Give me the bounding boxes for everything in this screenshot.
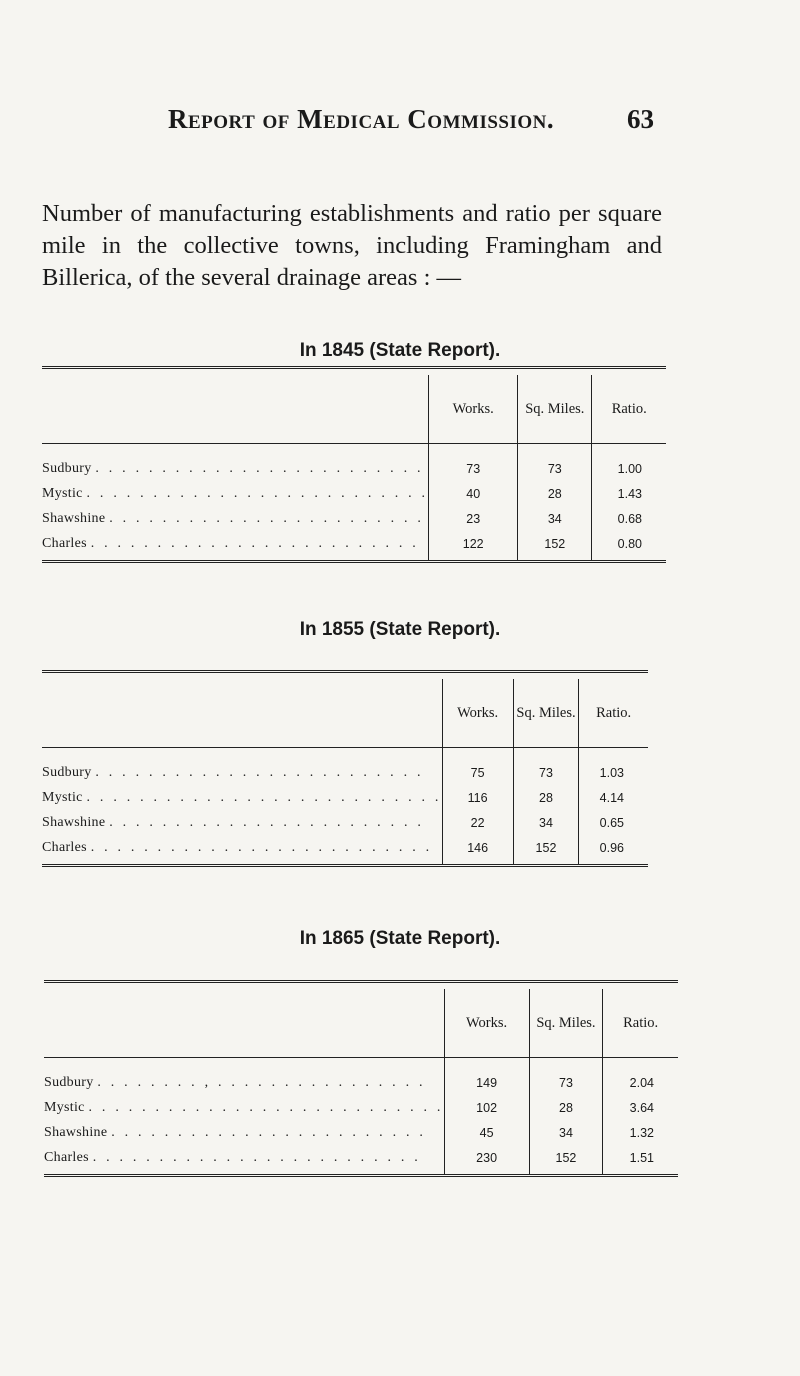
- ratio-value: 2.04: [603, 1070, 678, 1095]
- column-header-ratio: Ratio.: [579, 679, 648, 748]
- works-value: 23: [429, 506, 518, 531]
- works-value: 73: [429, 456, 518, 481]
- sq-miles-value: 152: [529, 1145, 603, 1170]
- column-header-blank: [44, 989, 444, 1058]
- table-row: Charles . . . . . . . . . . . . . . . . . . . . . . . . . 230 152 1.51: [44, 1145, 678, 1170]
- works-value: 22: [442, 810, 513, 835]
- works-value: 146: [442, 835, 513, 860]
- table-row: Shawshine . . . . . . . . . . . . . . . . . . . . . . . . 23 34 0.68: [42, 506, 666, 531]
- table-title-1865: In 1865 (State Report).: [299, 928, 501, 949]
- ratio-value: 0.68: [592, 506, 666, 531]
- table-row: Mystic . . . . . . . . . . . . . . . . . . . . . . . . . . . 102 28 3.64: [44, 1095, 678, 1120]
- table-row: Sudbury . . . . . . . . . . . . . . . . . . . . . . . . . 73 73 1.00: [42, 456, 666, 481]
- area-name: Shawshine: [42, 510, 106, 526]
- sq-miles-value: 28: [529, 1095, 603, 1120]
- ratio-value: 1.51: [603, 1145, 678, 1170]
- ratio-value: 0.80: [592, 531, 666, 556]
- column-header-sq-miles: Sq. Miles.: [518, 375, 592, 444]
- sq-miles-value: 34: [529, 1120, 603, 1145]
- sq-miles-value: 152: [518, 531, 592, 556]
- sq-miles-value: 34: [513, 810, 579, 835]
- sq-miles-value: 34: [518, 506, 592, 531]
- ratio-value: 0.96: [579, 835, 648, 860]
- works-value: 75: [442, 760, 513, 785]
- column-header-ratio: Ratio.: [592, 375, 666, 444]
- works-value: 122: [429, 531, 518, 556]
- area-name: Mystic: [42, 485, 83, 501]
- area-name: Shawshine: [44, 1124, 108, 1140]
- works-value: 116: [442, 785, 513, 810]
- area-name: Charles: [42, 535, 87, 551]
- table-row: Shawshine . . . . . . . . . . . . . . . . . . . . . . . . 45 34 1.32: [44, 1120, 678, 1145]
- page-number: 63: [627, 104, 654, 134]
- area-name: Sudbury: [44, 1074, 94, 1090]
- area-name: Charles: [42, 839, 87, 855]
- table-row: Sudbury . . . . . . . . , . . . . . . . . . . . . . . . . 149 73 2.04: [44, 1070, 678, 1095]
- intro-paragraph: Number of manufacturing establishments and ratio per square mile in the collective towns, including Framingham and Billerica, of the several drainage areas : —: [42, 200, 662, 291]
- column-header-works: Works.: [444, 989, 529, 1058]
- works-value: 45: [444, 1120, 529, 1145]
- stats-table-1855: [42, 670, 648, 867]
- column-header-blank: [42, 679, 442, 748]
- sq-miles-value: 28: [513, 785, 579, 810]
- sq-miles-value: 73: [518, 456, 592, 481]
- table-row: Charles . . . . . . . . . . . . . . . . . . . . . . . . . . 146 152 0.96: [42, 835, 648, 860]
- stats-table-1845: [42, 366, 666, 563]
- works-value: 230: [444, 1145, 529, 1170]
- ratio-value: 1.03: [579, 760, 648, 785]
- works-value: 102: [444, 1095, 529, 1120]
- area-name: Mystic: [42, 789, 83, 805]
- stats-table-1865: [44, 980, 678, 1177]
- column-header-sq-miles: Sq. Miles.: [529, 989, 603, 1058]
- table-row: Shawshine . . . . . . . . . . . . . . . . . . . . . . . . 22 34 0.65: [42, 810, 648, 835]
- table-row: Sudbury . . . . . . . . . . . . . . . . . . . . . . . . . 75 73 1.03: [42, 760, 648, 785]
- ratio-value: 0.65: [579, 810, 648, 835]
- column-header-blank: [42, 375, 429, 444]
- table-row: Mystic . . . . . . . . . . . . . . . . . . . . . . . . . . 40 28 1.43: [42, 481, 666, 506]
- sq-miles-value: 152: [513, 835, 579, 860]
- column-header-ratio: Ratio.: [603, 989, 678, 1058]
- works-value: 149: [444, 1070, 529, 1095]
- column-header-works: Works.: [442, 679, 513, 748]
- ratio-value: 3.64: [603, 1095, 678, 1120]
- area-name: Sudbury: [42, 764, 92, 780]
- area-name: Shawshine: [42, 814, 106, 830]
- column-header-sq-miles: Sq. Miles.: [513, 679, 579, 748]
- sq-miles-value: 73: [513, 760, 579, 785]
- ratio-value: 4.14: [579, 785, 648, 810]
- table-row: Mystic . . . . . . . . . . . . . . . . . . . . . . . . . . . 116 28 4.14: [42, 785, 648, 810]
- table-row: Charles . . . . . . . . . . . . . . . . . . . . . . . . . 122 152 0.80: [42, 531, 666, 556]
- running-head: [0, 104, 800, 144]
- area-name: Charles: [44, 1149, 89, 1165]
- ratio-value: 1.00: [592, 456, 666, 481]
- area-name: Mystic: [44, 1099, 85, 1115]
- sq-miles-value: 28: [518, 481, 592, 506]
- ratio-value: 1.43: [592, 481, 666, 506]
- table-title-1845: In 1845 (State Report).: [299, 340, 501, 361]
- table-title-1855: In 1855 (State Report).: [299, 619, 501, 640]
- area-name: Sudbury: [42, 460, 92, 476]
- column-header-works: Works.: [429, 375, 518, 444]
- sq-miles-value: 73: [529, 1070, 603, 1095]
- works-value: 40: [429, 481, 518, 506]
- ratio-value: 1.32: [603, 1120, 678, 1145]
- running-title: Report of Medical Commission.: [168, 104, 555, 134]
